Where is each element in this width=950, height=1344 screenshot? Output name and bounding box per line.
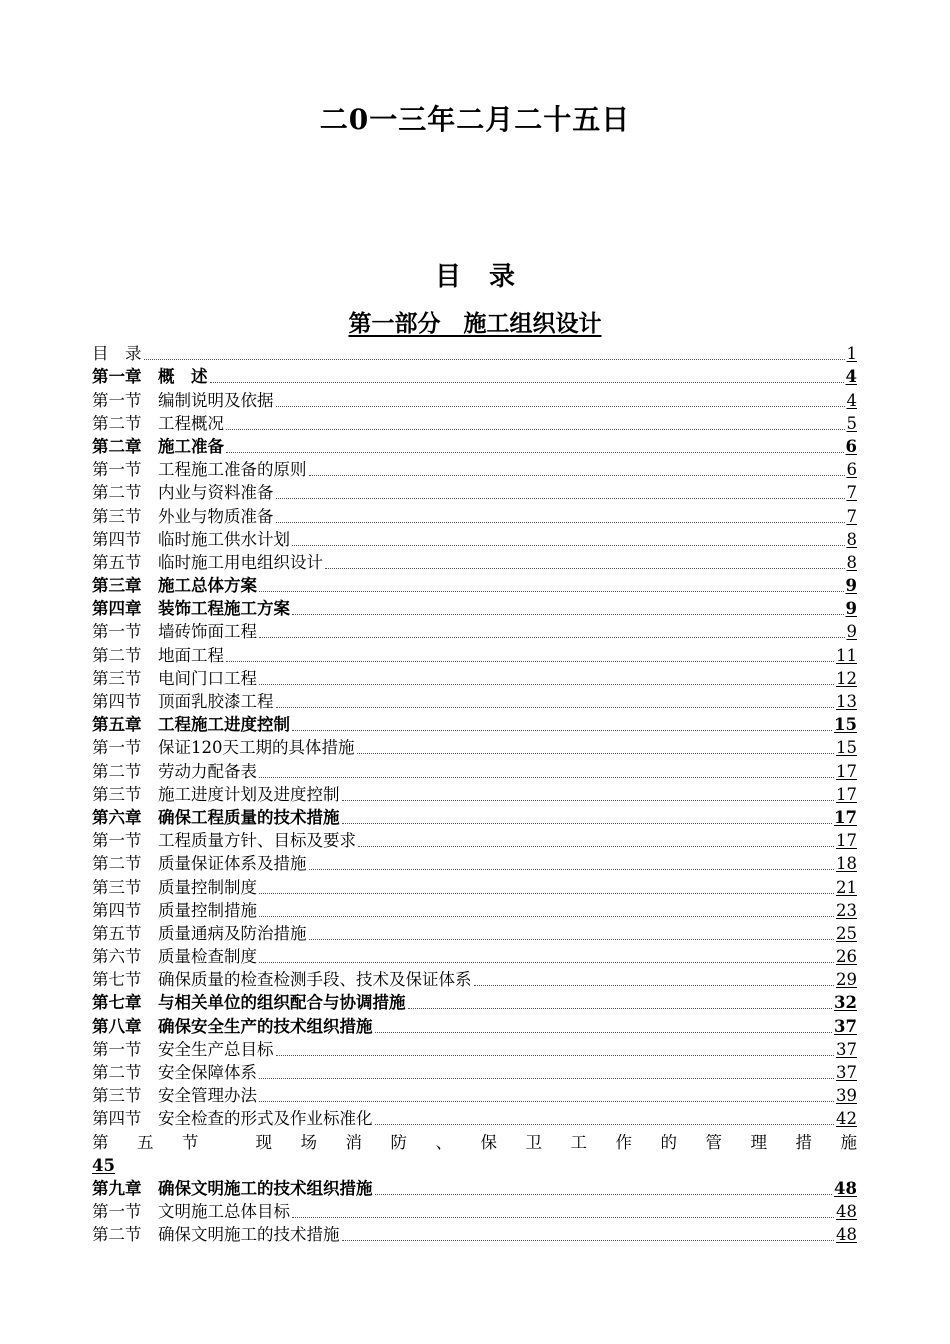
toc-entry-number: 第二节 [92, 413, 142, 433]
toc-leader-dots [144, 358, 845, 360]
toc-section-entry[interactable] [92, 1037, 857, 1060]
toc-entry-number: 第三节 [92, 668, 142, 688]
toc-entry-label: 安全保障体系 [158, 1063, 257, 1082]
toc-leader-dots [259, 1100, 834, 1102]
toc-entry-char: 作 [615, 1132, 632, 1152]
toc-entry-label: 保证120天工期的具体措施 [158, 738, 355, 758]
toc-entry-number: 第一节 [92, 1202, 142, 1222]
toc-entry-label: 施工准备 [158, 436, 224, 456]
toc-entry-number: 第二节 [92, 854, 142, 874]
toc-entry-label: 工程施工准备的原则 [158, 460, 307, 480]
toc-leader-dots [210, 381, 844, 383]
toc-entry-char: 措 [795, 1132, 812, 1152]
toc-entry-page: 48 [834, 1178, 857, 1198]
toc-entry-page: 37 [836, 1063, 857, 1082]
toc-leader-dots [259, 776, 834, 778]
toc-section-entry[interactable] [92, 1083, 857, 1106]
toc-entry-number: 第三节 [92, 506, 142, 526]
toc-entry-page: 25 [836, 923, 857, 943]
toc-entry-number: 第七节 [92, 970, 142, 990]
toc-entry-label: 电间门口工程 [158, 668, 257, 688]
toc-entry-label: 文明施工总体目标 [158, 1202, 290, 1222]
toc-leader-dots [259, 915, 834, 917]
toc-entry-label: 安全生产总目标 [158, 1039, 274, 1059]
toc-chapter-entry[interactable] [92, 434, 857, 457]
toc-leader-dots [276, 497, 845, 499]
toc-entry-page: 37 [836, 1039, 857, 1059]
toc-entry-char: 场 [300, 1132, 317, 1152]
toc-entry-number: 第三节 [92, 784, 142, 804]
toc-entry-page: 15 [834, 715, 857, 735]
toc-leader-dots [375, 1031, 833, 1033]
toc-chapter-entry[interactable] [92, 805, 857, 828]
toc-entry-label: 工程质量方针、目标及要求 [158, 831, 356, 851]
toc-chapter-entry[interactable] [92, 573, 857, 596]
toc-entry-page: 11 [836, 645, 857, 665]
toc-entry-page: 37 [834, 1016, 857, 1036]
toc-entry-page: 9 [846, 622, 857, 642]
toc-entry-page: 9 [845, 576, 857, 596]
toc-entry-label: 质量通病及防治措施 [158, 923, 307, 943]
toc-section-entry[interactable] [92, 1106, 857, 1129]
toc-leader-dots [226, 428, 845, 430]
toc-entry-number: 第五节 [92, 923, 142, 943]
toc-entry-number: 第九章 [92, 1178, 142, 1198]
toc-chapter-entry[interactable] [92, 712, 857, 735]
toc-entry-page: 5 [846, 413, 857, 433]
toc-section-entry[interactable] [92, 527, 857, 550]
toc-section-entry[interactable] [92, 1060, 857, 1083]
toc-entry-page: 42 [836, 1109, 857, 1129]
table-of-contents [92, 341, 857, 1245]
toc-leader-dots [309, 868, 835, 870]
toc-entry-number: 第八章 [92, 1016, 142, 1036]
toc-leader-dots [292, 613, 844, 615]
toc-entry-number: 第七章 [92, 993, 142, 1013]
toc-entry-number: 第一章 [92, 367, 142, 387]
toc-chapter-entry[interactable] [92, 990, 857, 1013]
toc-entry-label: 劳动力配备表 [158, 761, 257, 781]
toc-leader-dots [292, 544, 845, 546]
toc-entry-char: 的 [660, 1132, 677, 1152]
toc-leader-dots [276, 521, 845, 523]
toc-entry-label: 工程概况 [158, 413, 224, 433]
toc-entry-number: 第一节 [92, 738, 142, 758]
toc-entry-page: 39 [836, 1086, 857, 1106]
toc-entry-number: 第六章 [92, 807, 142, 827]
toc-entry-page: 9 [845, 599, 857, 619]
toc-entry-page: 21 [836, 877, 857, 897]
toc-entry-label: 概 述 [158, 367, 208, 387]
toc-section-entry[interactable] [92, 387, 857, 410]
toc-entry-number: 第二章 [92, 436, 142, 456]
toc-entry-page: 48 [836, 1202, 857, 1222]
toc-entry-page: 7 [846, 483, 857, 503]
toc-section-entry[interactable] [92, 642, 857, 665]
toc-entry-number: 第二节 [92, 483, 142, 503]
toc-entry-number: 第四节 [92, 900, 142, 920]
toc-entry-number: 第四节 [92, 529, 142, 549]
toc-section-entry[interactable] [92, 967, 857, 990]
toc-entry-char: 第 [92, 1132, 109, 1152]
toc-section-entry[interactable] [92, 480, 857, 503]
toc-leader-dots [276, 405, 845, 407]
toc-leader-dots [342, 1239, 835, 1241]
toc-section-entry[interactable] [92, 735, 857, 758]
toc-entry-char: 卫 [525, 1132, 542, 1152]
toc-entry-number: 第五章 [92, 715, 142, 735]
toc-entry-number: 第二节 [92, 645, 142, 665]
toc-entry-page: 17 [836, 761, 857, 781]
toc-entry-number: 目 录 [92, 344, 142, 364]
toc-section-entry[interactable] [92, 921, 857, 944]
toc-entry-page: 17 [836, 831, 857, 851]
toc-entry-char: 理 [750, 1132, 767, 1152]
toc-entry-page: 8 [846, 552, 857, 572]
toc-entry-char: 、 [435, 1132, 452, 1152]
toc-entry-char: 消 [345, 1132, 362, 1152]
toc-entry-number: 第四节 [92, 692, 142, 711]
toc-entry-page: 32 [834, 993, 857, 1013]
toc-leader-dots [276, 706, 835, 708]
toc-leader-dots [292, 729, 832, 731]
toc-chapter-entry[interactable] [92, 1176, 857, 1199]
toc-leader-dots [276, 1054, 835, 1056]
toc-entry-number: 第一节 [92, 460, 142, 480]
toc-leader-dots [226, 451, 844, 453]
toc-entry-label: 地面工程 [158, 645, 224, 665]
toc-entry-label: 临时施工供水计划 [158, 529, 290, 549]
toc-chapter-entry[interactable] [92, 1013, 857, 1036]
toc-entry-page: 4 [845, 367, 857, 387]
toc-chapter-entry[interactable] [92, 364, 857, 387]
toc-entry-number: 第二节 [92, 761, 142, 781]
toc-leader-dots [408, 1007, 833, 1009]
toc-leader-dots [259, 636, 845, 638]
toc-title: 目录 [434, 262, 543, 292]
toc-entry-page: 6 [845, 436, 857, 456]
toc-entry-number: 第二节 [92, 1225, 142, 1245]
toc-entry-label: 外业与物质准备 [158, 506, 274, 526]
toc-section-entry[interactable] [92, 1222, 857, 1245]
toc-entry-page: 13 [836, 692, 857, 711]
toc-leader-dots [375, 1193, 833, 1195]
toc-leader-dots [259, 683, 834, 685]
toc-entry-page: 1 [846, 344, 857, 364]
toc-entry-page: 45 [92, 1155, 115, 1175]
toc-entry-char: 工 [570, 1132, 587, 1152]
toc-entry-page: 15 [836, 738, 857, 758]
toc-leader-dots [309, 938, 835, 940]
toc-entry-label: 内业与资料准备 [158, 483, 274, 503]
toc-entry-page: 17 [834, 807, 857, 827]
toc-entry-char: 五 [137, 1132, 154, 1152]
toc-leader-dots [375, 1123, 835, 1125]
toc-section-entry[interactable] [92, 758, 857, 781]
toc-entry-page: 7 [846, 506, 857, 526]
toc-entry-number: 第一节 [92, 1039, 142, 1059]
toc-entry-page: 4 [846, 390, 857, 410]
toc-leader-dots [259, 961, 834, 963]
toc-leader-dots [309, 474, 845, 476]
toc-entry-label: 确保质量的检查检测手段、技术及保证体系 [158, 970, 472, 990]
toc-entry-page-line [92, 1153, 857, 1176]
toc-entry-label: 安全检查的形式及作业标准化 [158, 1109, 373, 1129]
toc-section-entry[interactable] [92, 550, 857, 573]
toc-entry-label: 与相关单位的组织配合与协调措施 [158, 993, 406, 1013]
toc-leader-dots [474, 984, 835, 986]
toc-entry-page: 8 [846, 529, 857, 549]
toc-entry-char: 施 [840, 1132, 857, 1152]
toc-entry-page: 6 [846, 460, 857, 480]
toc-section-entry[interactable] [92, 944, 857, 967]
toc-section-entry[interactable] [92, 411, 857, 434]
toc-entry-page: 18 [836, 854, 857, 874]
toc-section-entry[interactable] [92, 898, 857, 921]
toc-entry-page: 29 [836, 970, 857, 990]
toc-section-entry[interactable] [92, 619, 857, 642]
toc-section-entry[interactable] [92, 782, 857, 805]
toc-entry-page: 12 [836, 668, 857, 688]
toc-entry-label: 墙砖饰面工程 [158, 622, 257, 642]
toc-chapter-entry[interactable] [92, 341, 857, 364]
toc-entry-label: 确保文明施工的技术组织措施 [158, 1178, 373, 1198]
toc-entry-number: 第四章 [92, 599, 142, 619]
toc-entry-label: 编制说明及依据 [158, 390, 274, 410]
toc-section-entry[interactable] [92, 828, 857, 851]
toc-leader-dots [342, 822, 833, 824]
toc-entry-label: 安全管理办法 [158, 1086, 257, 1106]
toc-entry-number: 第一节 [92, 831, 142, 851]
toc-entry-number: 第六节 [92, 947, 142, 967]
toc-section-entry[interactable] [92, 689, 857, 712]
document-date: 二0一三年二月二十五日 [319, 103, 631, 136]
toc-section-entry-spread[interactable] [92, 1129, 857, 1152]
toc-leader-dots [226, 660, 834, 662]
toc-entry-number: 第二节 [92, 1063, 142, 1082]
toc-chapter-entry[interactable] [92, 596, 857, 619]
toc-entry-number: 第三节 [92, 1086, 142, 1106]
toc-entry-number: 第三章 [92, 576, 142, 596]
toc-entry-char: 节 [182, 1132, 199, 1152]
part-title [0, 305, 950, 338]
toc-entry-label: 顶面乳胶漆工程 [158, 692, 274, 711]
part-title-text: 第一部分 施工组织设计 [348, 310, 602, 337]
toc-entry-label: 质量保证体系及措施 [158, 854, 307, 874]
toc-entry-label: 确保文明施工的技术措施 [158, 1225, 340, 1245]
toc-entry-number: 第四节 [92, 1109, 142, 1129]
toc-section-entry[interactable] [92, 666, 857, 689]
toc-entry-label: 质量控制措施 [158, 900, 257, 920]
toc-leader-dots [259, 892, 834, 894]
toc-section-entry[interactable] [92, 1199, 857, 1222]
toc-entry-label: 施工进度计划及进度控制 [158, 784, 340, 804]
toc-entry-char: 保 [480, 1132, 497, 1152]
toc-leader-dots [358, 845, 834, 847]
toc-section-entry[interactable] [92, 457, 857, 480]
toc-entry-label: 工程施工进度控制 [158, 715, 290, 735]
toc-leader-dots [259, 1077, 834, 1079]
toc-entry-number: 第一节 [92, 390, 142, 410]
toc-entry-label: 质量检查制度 [158, 947, 257, 967]
toc-entry-page: 23 [836, 900, 857, 920]
toc-section-entry[interactable] [92, 851, 857, 874]
toc-leader-dots [357, 752, 835, 754]
toc-section-entry[interactable] [92, 874, 857, 897]
toc-entry-number: 第三节 [92, 877, 142, 897]
toc-entry-number: 第五节 [92, 552, 142, 572]
toc-leader-dots [292, 1216, 834, 1218]
toc-entry-label: 临时施工用电组织设计 [158, 552, 323, 572]
toc-entry-label: 施工总体方案 [158, 576, 257, 596]
toc-entry-char: 防 [390, 1132, 407, 1152]
toc-entry-number: 第一节 [92, 622, 142, 642]
toc-leader-dots [259, 590, 844, 592]
toc-entry-label: 质量控制制度 [158, 877, 257, 897]
toc-entry-label: 确保工程质量的技术措施 [158, 807, 340, 827]
toc-leader-dots [325, 567, 845, 569]
toc-entry-label: 确保安全生产的技术组织措施 [158, 1016, 373, 1036]
toc-entry-char: 管 [705, 1132, 722, 1152]
toc-leader-dots [342, 799, 835, 801]
toc-entry-label: 装饰工程施工方案 [158, 599, 290, 619]
toc-entry-page: 17 [836, 784, 857, 804]
toc-section-entry[interactable] [92, 503, 857, 526]
toc-entry-char: 现 [255, 1132, 272, 1152]
toc-entry-page: 26 [836, 947, 857, 967]
toc-entry-page: 48 [836, 1225, 857, 1245]
